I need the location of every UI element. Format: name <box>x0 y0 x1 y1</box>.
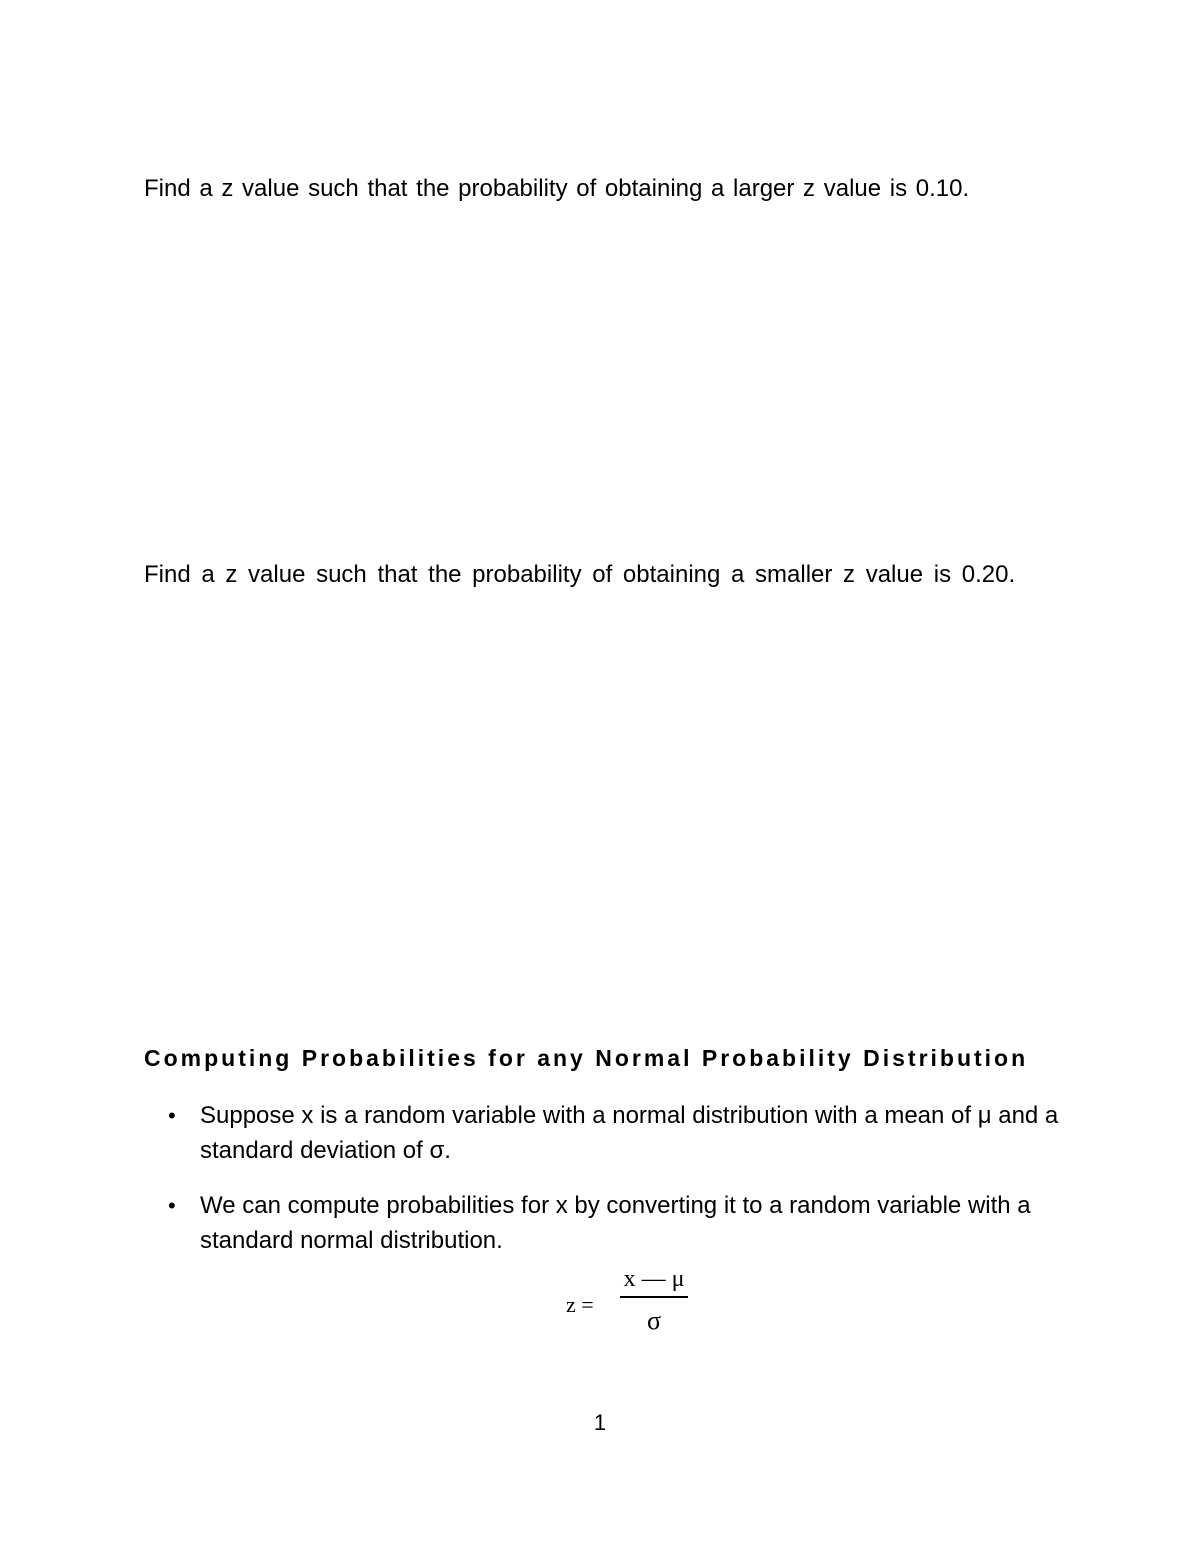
section-heading: Computing Probabilities for any Normal Probability Distribution <box>144 1045 1029 1071</box>
bullet-list <box>168 1098 1068 1278</box>
formula-lhs: z = <box>566 1292 594 1317</box>
list-item <box>168 1188 1068 1258</box>
question-smaller-z: Find a z value such that the probability of obtaining a smaller z value is 0.20. <box>144 561 1016 588</box>
bullet-text: Suppose x is a random variable with a normal distribution with a mean of μ and a standard deviation of σ. <box>200 1102 1059 1164</box>
z-score-formula <box>566 1266 706 1346</box>
list-item <box>168 1098 1068 1168</box>
question-larger-z: Find a z value such that the probability of obtaining a larger z value is 0.10. <box>144 175 970 202</box>
bullet-icon: • <box>168 1103 176 1128</box>
bullet-text: We can compute probabilities for x by converting it to a random variable with a standard normal distribution. <box>200 1192 1031 1254</box>
bullet-icon: • <box>168 1193 176 1218</box>
formula-denominator: σ <box>646 1306 661 1335</box>
page-number: 1 <box>593 1410 607 1435</box>
formula-numerator: x — μ <box>623 1266 685 1292</box>
fraction-bar <box>620 1296 688 1298</box>
